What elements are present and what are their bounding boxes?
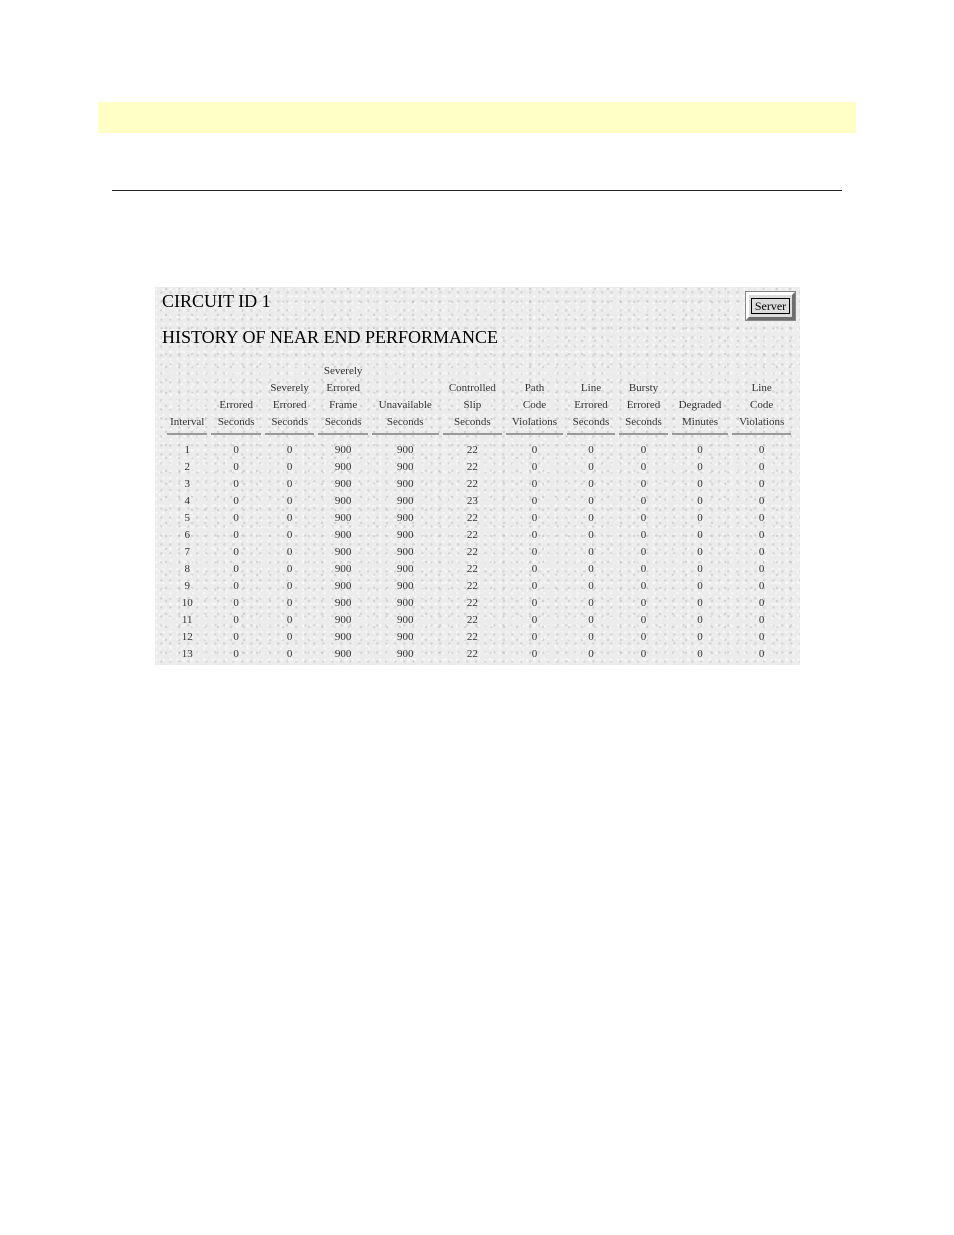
table-cell: 0 (697, 580, 703, 592)
table-cell: 0 (531, 597, 538, 609)
table-cell: 0 (697, 529, 703, 541)
table-cell: 0 (233, 546, 239, 558)
table-cell: 22 (466, 512, 478, 524)
table-cell: 0 (640, 580, 647, 592)
table-cell: 0 (588, 563, 594, 575)
column-header-line: Minutes (681, 416, 719, 428)
table-cell: 0 (286, 631, 293, 643)
table-row (167, 629, 791, 646)
table-row (167, 527, 791, 544)
table-cell: 0 (286, 614, 293, 626)
table-row (167, 612, 791, 629)
table-cell: 0 (588, 614, 594, 626)
screenshot-panel (155, 287, 800, 665)
table-cell: 0 (697, 648, 703, 660)
table-cell: 0 (640, 631, 647, 643)
server-button[interactable] (746, 292, 795, 320)
table-cell: 900 (396, 563, 414, 575)
table-cell: 0 (233, 563, 239, 575)
table-cell: 900 (334, 546, 352, 558)
column-header-line: Errored (272, 399, 307, 411)
table-cell: 0 (758, 495, 765, 507)
column-header (443, 363, 503, 435)
table-cell: 12 (181, 631, 193, 643)
table-cell: 0 (588, 546, 594, 558)
table-cell: 0 (531, 631, 538, 643)
table-cell: 11 (181, 614, 193, 626)
table-cell: 0 (286, 563, 293, 575)
table-cell: 0 (233, 597, 239, 609)
table-cell: 0 (758, 580, 765, 592)
table-cell: 0 (640, 648, 647, 660)
table-cell: 22 (466, 597, 478, 609)
table-cell: 900 (334, 580, 352, 592)
column-header (619, 363, 667, 435)
column-header-line: Severely (323, 365, 363, 377)
table-cell: 22 (466, 631, 478, 643)
table-cell: 0 (758, 648, 765, 660)
column-header-line: Path (524, 382, 545, 394)
table-cell: 23 (466, 495, 478, 507)
table-cell: 0 (286, 580, 293, 592)
table-cell: 6 (184, 529, 190, 541)
table-cell: 0 (640, 512, 647, 524)
column-header-line: Seconds (271, 416, 308, 428)
column-header (372, 363, 439, 435)
table-cell: 0 (758, 614, 765, 626)
table-cell: 900 (396, 580, 414, 592)
table-cell: 0 (640, 529, 647, 541)
column-header (318, 363, 368, 435)
table-cell: 0 (531, 648, 538, 660)
performance-table (163, 363, 795, 663)
column-header-line: Interval (170, 416, 205, 428)
column-header-line: Errored (219, 399, 253, 411)
column-header (672, 363, 729, 435)
table-cell: 0 (640, 546, 647, 558)
table-cell: 900 (334, 478, 352, 490)
table-cell: 0 (531, 495, 538, 507)
table-cell: 2 (184, 461, 190, 473)
table-cell: 900 (396, 614, 414, 626)
column-header-line: Seconds (386, 416, 424, 428)
column-header-line: Violations (739, 416, 785, 428)
table-cell: 0 (531, 580, 538, 592)
table-row (167, 544, 791, 561)
table-cell: 0 (640, 614, 647, 626)
table-cell: 0 (286, 495, 293, 507)
table-cell: 0 (697, 495, 703, 507)
server-button-label: Server (751, 298, 790, 314)
table-cell: 0 (640, 597, 647, 609)
table-cell: 900 (334, 614, 352, 626)
table-cell: 0 (531, 614, 538, 626)
column-header-line: Code (750, 399, 774, 411)
table-cell: 0 (531, 546, 538, 558)
table-cell: 0 (531, 563, 538, 575)
column-header-line: Errored (326, 382, 360, 394)
table-row (167, 459, 791, 476)
table-cell: 0 (758, 546, 765, 558)
table-cell: 0 (697, 478, 703, 490)
column-header-line: Degraded (678, 399, 722, 411)
table-cell: 0 (758, 597, 765, 609)
table-cell: 22 (466, 529, 478, 541)
table-cell: 22 (466, 614, 478, 626)
column-header-line: Line (580, 382, 602, 394)
table-row (167, 435, 791, 459)
table-cell: 0 (233, 580, 239, 592)
table-cell: 900 (334, 495, 352, 507)
table-cell: 0 (233, 478, 239, 490)
table-cell: 22 (466, 580, 478, 592)
table-cell: 0 (697, 631, 703, 643)
table-cell: 0 (640, 563, 647, 575)
table-cell: 13 (181, 648, 193, 660)
table-cell: 0 (758, 444, 765, 456)
table-cell: 900 (396, 648, 414, 660)
table-cell: 0 (531, 461, 538, 473)
table-cell: 0 (531, 478, 538, 490)
column-header-line: Severely (270, 382, 309, 394)
table-cell: 0 (640, 478, 647, 490)
column-header-line: Slip (463, 399, 482, 411)
column-header (732, 363, 791, 435)
table-cell: 0 (588, 597, 594, 609)
table-cell: 0 (286, 444, 293, 456)
table-cell: 0 (588, 495, 594, 507)
column-header-line: Violations (511, 416, 558, 428)
table-body (167, 435, 791, 663)
table-cell: 900 (334, 648, 352, 660)
table-cell: 0 (233, 512, 239, 524)
table-cell: 0 (697, 597, 703, 609)
table-row (167, 561, 791, 578)
table-cell: 0 (286, 648, 293, 660)
table-cell: 900 (396, 597, 414, 609)
table-cell: 0 (588, 444, 594, 456)
table-cell: 0 (588, 512, 594, 524)
table-cell: 0 (531, 529, 538, 541)
column-header-line: Code (522, 399, 547, 411)
table-cell: 0 (697, 512, 703, 524)
table-cell: 0 (233, 648, 239, 660)
header-band (98, 102, 856, 133)
table-cell: 0 (697, 546, 703, 558)
table-cell: 0 (286, 597, 293, 609)
table-cell: 22 (466, 444, 478, 456)
table-row (167, 510, 791, 527)
column-header (167, 363, 207, 435)
table-cell: 0 (758, 563, 765, 575)
table-cell: 0 (286, 478, 293, 490)
column-header-line: Line (751, 382, 772, 394)
column-header-line: Frame (329, 399, 358, 411)
column-header-line: Seconds (454, 416, 491, 428)
table-row (167, 595, 791, 612)
table-cell: 22 (466, 478, 478, 490)
table-cell: 3 (184, 478, 190, 490)
table-cell: 900 (334, 597, 352, 609)
table-cell: 8 (184, 563, 190, 575)
table-cell: 0 (286, 461, 293, 473)
table-cell: 0 (286, 529, 293, 541)
header-rule (112, 190, 842, 191)
table-cell: 0 (233, 529, 239, 541)
table-cell: 0 (531, 512, 538, 524)
table-cell: 0 (531, 444, 538, 456)
table-cell: 0 (588, 461, 594, 473)
column-header (211, 363, 261, 435)
table-cell: 0 (233, 631, 239, 643)
table-cell: 22 (466, 461, 478, 473)
table-cell: 9 (184, 580, 190, 592)
table-cell: 0 (588, 648, 594, 660)
table-cell: 10 (181, 597, 193, 609)
table-cell: 900 (396, 512, 414, 524)
table-cell: 0 (758, 478, 765, 490)
column-header-line: Seconds (217, 416, 255, 428)
table-cell: 900 (396, 461, 414, 473)
table-cell: 0 (286, 512, 293, 524)
history-title: HISTORY OF NEAR END PERFORMANCE (162, 327, 499, 347)
table-cell: 22 (466, 563, 478, 575)
table-cell: 0 (286, 546, 293, 558)
column-header-line: Seconds (625, 416, 662, 428)
column-header-line: Errored (626, 399, 661, 411)
column-header-line: Seconds (572, 416, 610, 428)
table-cell: 5 (184, 512, 190, 524)
table-cell: 900 (396, 495, 414, 507)
table-cell: 0 (233, 495, 239, 507)
table-cell: 1 (184, 444, 190, 456)
table-cell: 0 (697, 614, 703, 626)
table-row (167, 646, 791, 663)
table-cell: 900 (334, 444, 352, 456)
table-cell: 900 (334, 512, 352, 524)
table-cell: 900 (334, 461, 352, 473)
column-header-line: Unavailable (378, 399, 432, 411)
column-header-line: Errored (574, 399, 608, 411)
table-cell: 0 (697, 461, 703, 473)
table-cell: 4 (184, 495, 190, 507)
table-cell: 0 (588, 529, 594, 541)
table-cell: 900 (396, 444, 414, 456)
table-cell: 0 (697, 563, 703, 575)
table-cell: 0 (640, 444, 647, 456)
column-header (567, 363, 615, 435)
table-cell: 0 (640, 495, 647, 507)
column-header (265, 363, 315, 435)
table-cell: 900 (396, 631, 414, 643)
column-header-line: Controlled (448, 382, 496, 394)
table-cell: 0 (233, 444, 239, 456)
table-cell: 0 (758, 529, 765, 541)
table-cell: 900 (396, 546, 414, 558)
table-row (167, 578, 791, 595)
table-cell: 0 (758, 461, 765, 473)
table-cell: 900 (334, 631, 352, 643)
table-cell: 0 (758, 631, 765, 643)
column-header-line: Bursty (628, 382, 659, 394)
table-cell: 0 (233, 614, 239, 626)
table-cell: 0 (588, 580, 594, 592)
table-cell: 0 (758, 512, 765, 524)
table-cell: 900 (396, 478, 414, 490)
table-header-row (167, 363, 791, 435)
table-cell: 0 (233, 461, 239, 473)
table-cell: 900 (334, 529, 352, 541)
table-cell: 7 (184, 546, 190, 558)
table-cell: 900 (396, 529, 414, 541)
table-row (167, 476, 791, 493)
table-row (167, 493, 791, 510)
table-cell: 0 (588, 478, 594, 490)
column-header-line: Seconds (324, 416, 362, 428)
table-cell: 22 (466, 648, 478, 660)
table-cell: 0 (640, 461, 647, 473)
table-cell: 22 (466, 546, 478, 558)
table-cell: 0 (588, 631, 594, 643)
table-cell: 900 (334, 563, 352, 575)
circuit-title: CIRCUIT ID 1 (162, 291, 271, 311)
table-cell: 0 (697, 444, 703, 456)
column-header (506, 363, 563, 435)
